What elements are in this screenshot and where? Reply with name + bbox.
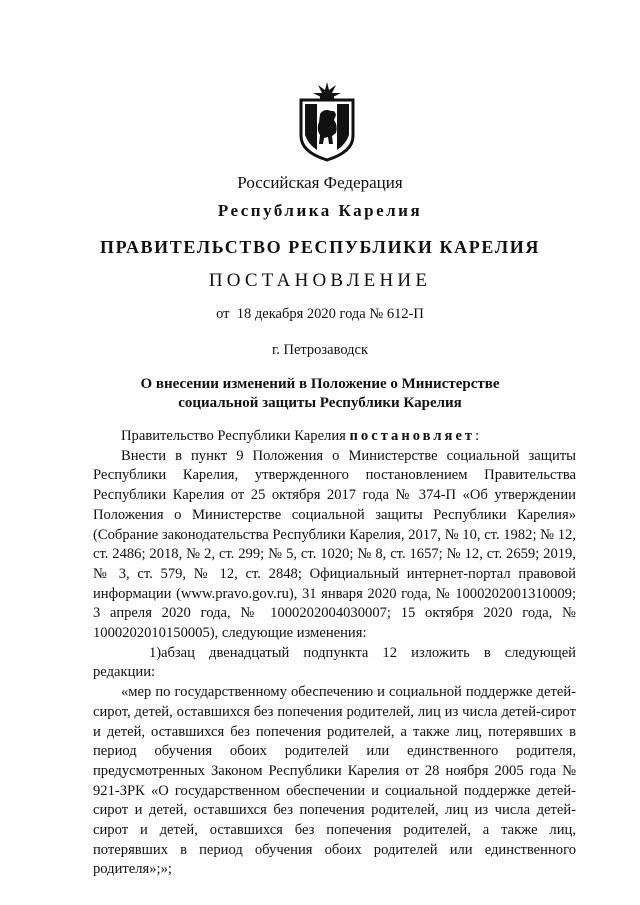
- list-item: [93, 644, 576, 683]
- intro-paragraph: [93, 427, 576, 447]
- document-date-number: от 18 декабря 2020 года № 612-П: [216, 306, 424, 322]
- country-name: Российская Федерация: [237, 173, 403, 192]
- intro-verb: постановляет: [349, 428, 476, 444]
- coat-of-arms-karelia-icon: [298, 80, 356, 162]
- republic-name: Республика Карелия: [217, 201, 423, 220]
- subject-line-2: социальной защиты Республики Карелия: [178, 395, 462, 411]
- intro-prefix: Правительство Республики Карелия: [121, 428, 350, 444]
- document-type: ПОСТАНОВЛЕНИЕ: [208, 270, 432, 291]
- document-body: [93, 427, 576, 880]
- amendment-paragraph: Внести в пункт 9 Положения о Министерстве социальной защиты Республики Карелия, утвержденного постановлением Правительства Республики Карелия от 25 октября 2017 года № 374-П «Об утверждении Положения о Министерстве социальной защиты Республики Карелия» (Собрание законодательства Республики Карелия, 2017, № 10, ст. 1982; № 12, ст. 2486; 2018, № 2, ст. 299; № 5, ст. 1020; № 8, ст. 1657; № 12, ст. 2659; 2019, № 3, ст. 579, № 12, ст. 2848; Официальный интернет-портал правовой информации (www.pravo.gov.ru), 31 января 2020 года, № 1000202001310009; 3 апреля 2020 года, № 1000202004030007; 15 октября 2020 года, № 1000202010150005), следующие изменения:: [93, 447, 576, 642]
- list-item-number: 1): [149, 644, 162, 661]
- list-item-text: абзац двенадцатый подпункта 12 изложить в следующей редакции:: [93, 644, 576, 681]
- subject-line-1: О внесении изменений в Положение о Министерстве: [140, 376, 500, 392]
- city: г. Петрозаводск: [271, 342, 369, 358]
- intro-suffix: :: [475, 428, 480, 444]
- document-subject: [0, 375, 640, 413]
- government-title: ПРАВИТЕЛЬСТВО РЕСПУБЛИКИ КАРЕЛИЯ: [100, 237, 540, 257]
- quoted-text: «мер по государственному обеспечению и социальной поддержке детей-сирот, детей, оставшихся без попечения родителей, лиц из числа детей-сирот и детей, оставшихся без попечения родителей, а также лиц, потерявших в период обучения обоих родителей или единственного родителя, предусмотренных Законом Республики Карелия от 28 ноября 2005 года № 921-ЗРК «О государственном обеспечении и социальной поддержке детей-сирот и детей, оставшихся без попечения родителей, лиц из числа детей-сирот и детей, оставшихся без попечения родителей, а также лиц, потерявших в период обучения обоих родителей или единственного родителя»;»;: [93, 684, 576, 878]
